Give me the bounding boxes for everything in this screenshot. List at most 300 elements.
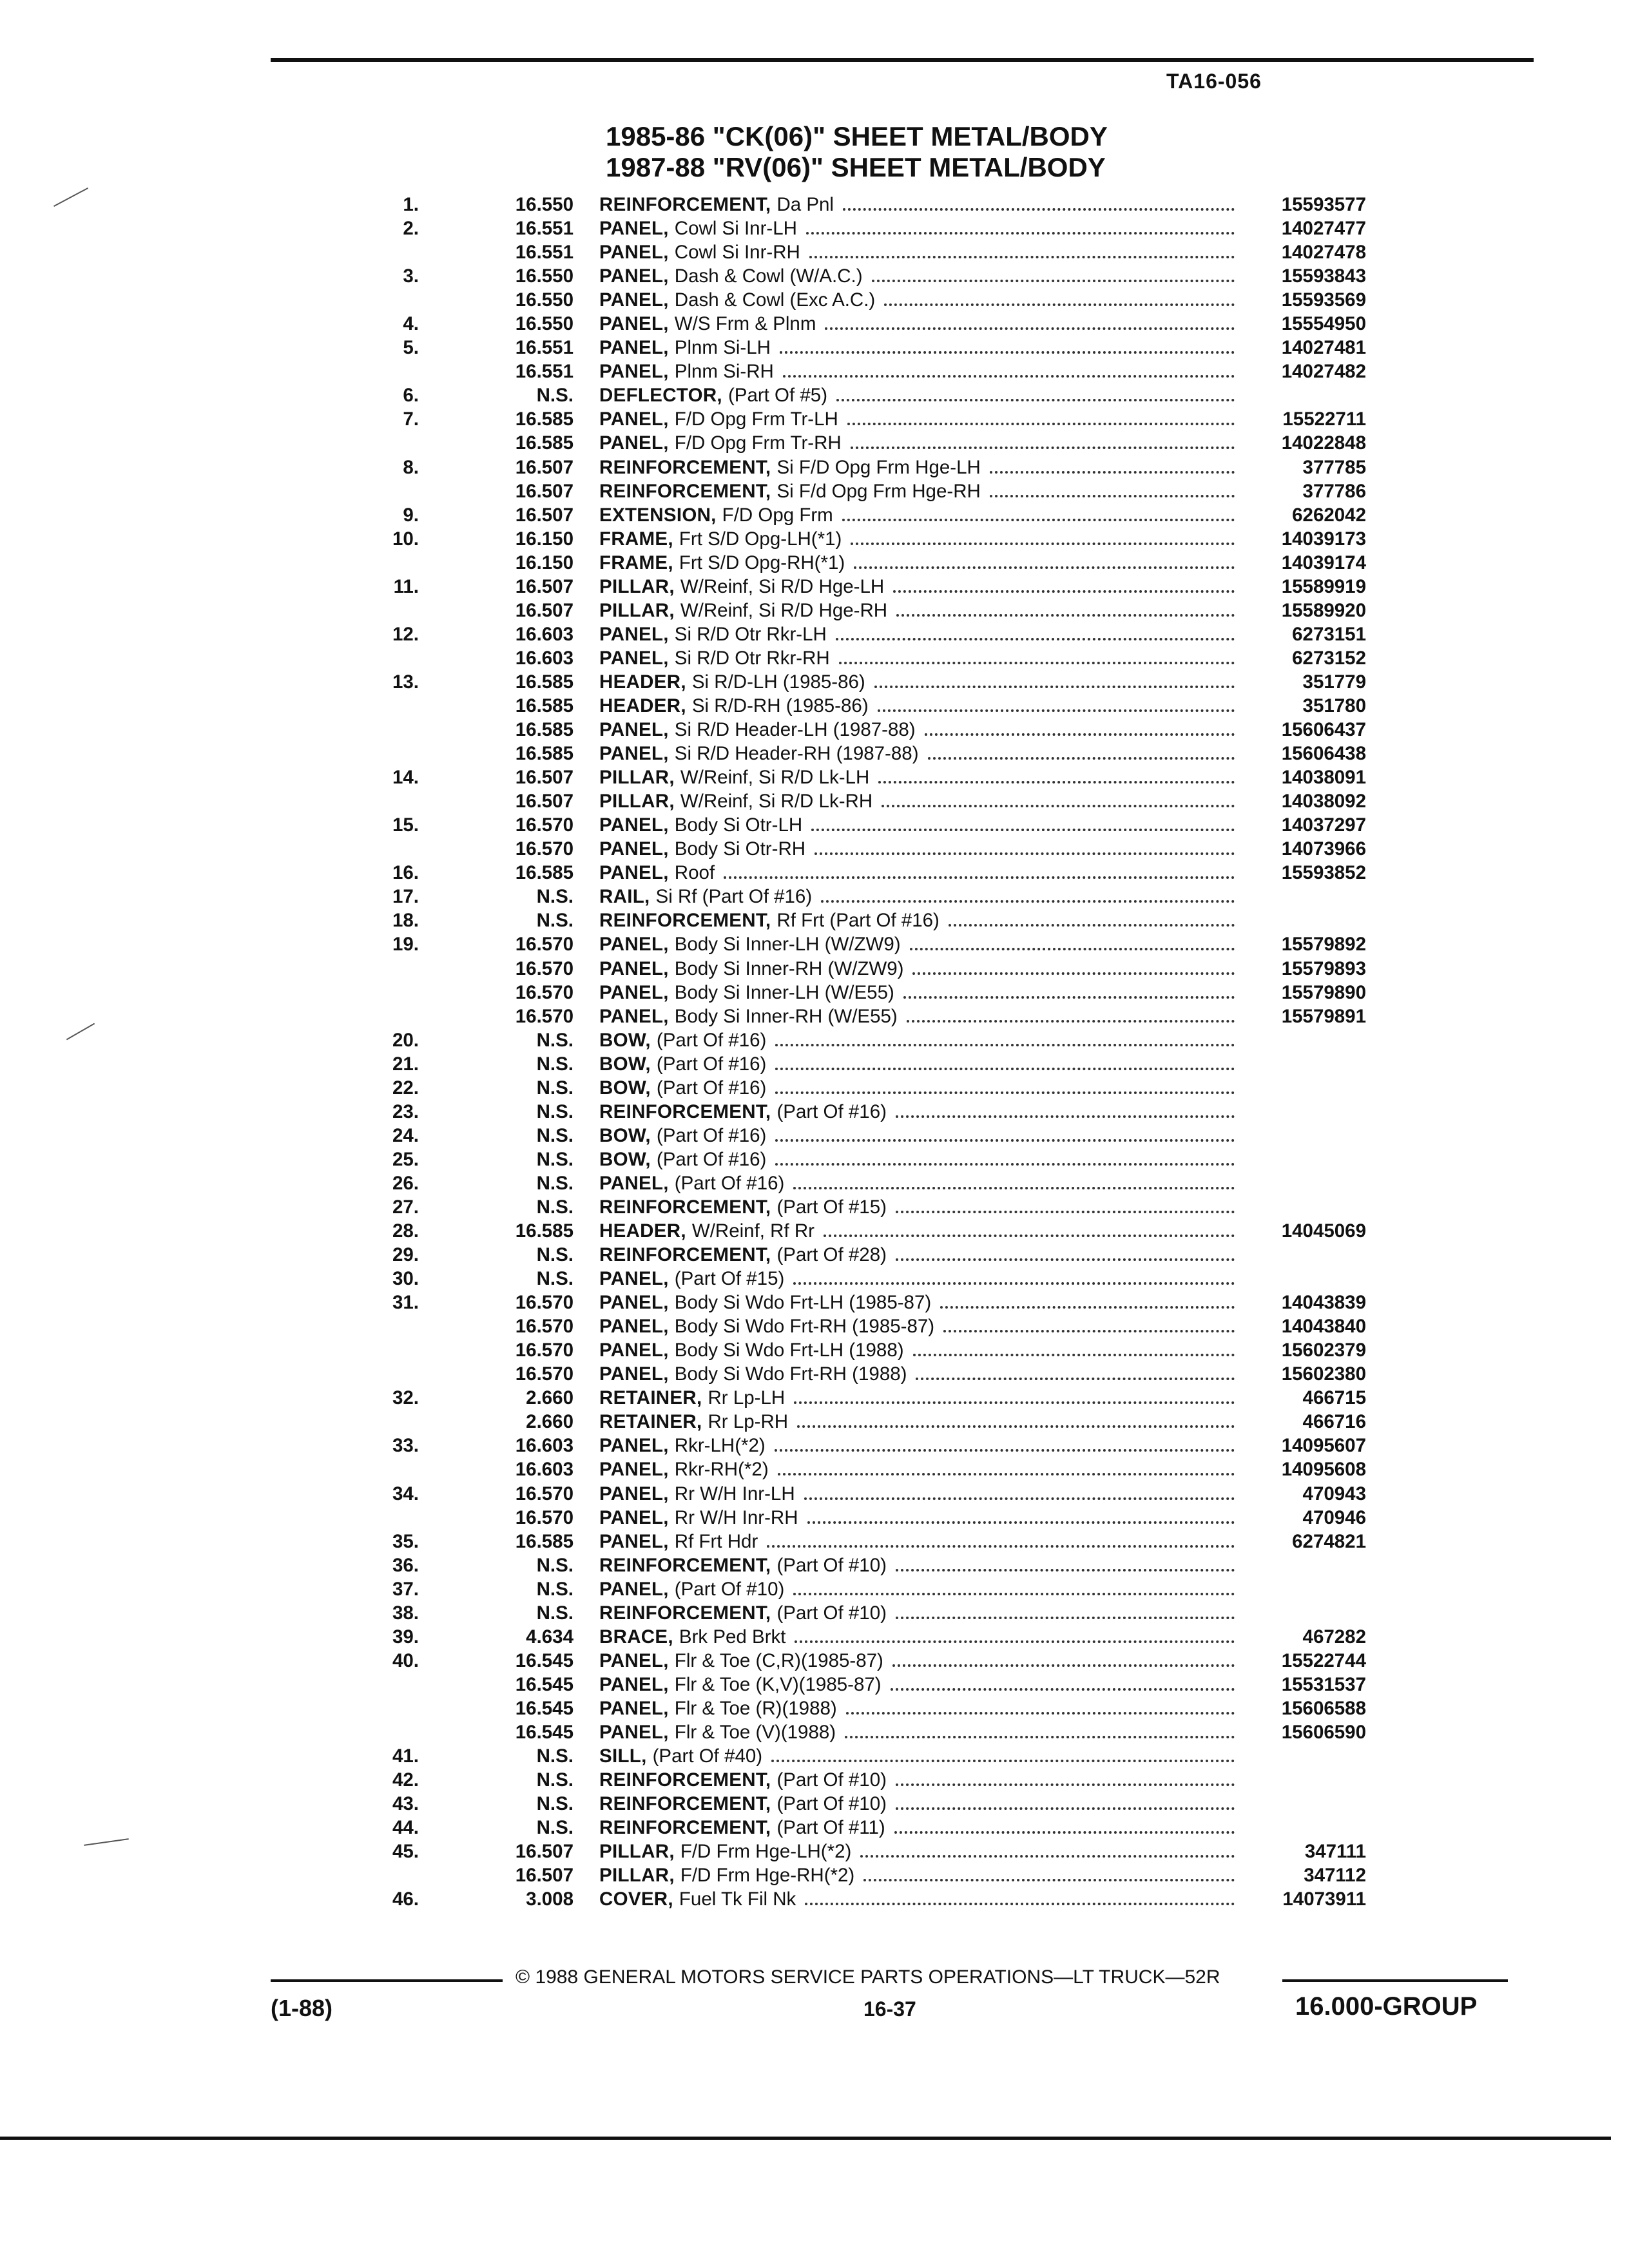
part-detail: W/Reinf, Si R/D Hge-RH	[680, 599, 888, 621]
item-number: 23.	[392, 1100, 419, 1122]
list-item	[361, 1170, 1392, 1194]
part-detail: Si Rf (Part Of #16)	[655, 886, 813, 908]
part-name: PANEL,	[599, 814, 669, 836]
part-name: RETAINER,	[599, 1411, 702, 1433]
group-number: N.S.	[536, 1172, 574, 1194]
dot-leader	[824, 1235, 1235, 1237]
part-name: PANEL,	[599, 432, 669, 454]
part-number: 15606590	[1281, 1722, 1366, 1743]
part-number: 14073966	[1281, 838, 1366, 860]
part-detail: (Part Of #10)	[776, 1554, 887, 1576]
part-number: 14043840	[1281, 1316, 1366, 1338]
part-description	[599, 1602, 1244, 1624]
dot-leader	[896, 1258, 1235, 1261]
part-detail: (Part Of #28)	[776, 1244, 887, 1266]
list-item	[361, 1099, 1392, 1122]
part-number: 467282	[1302, 1626, 1366, 1648]
dot-leader	[896, 1807, 1235, 1810]
part-name: REINFORCEMENT,	[599, 910, 771, 932]
part-description	[599, 289, 1244, 311]
dot-leader	[896, 614, 1235, 617]
group-number: 16.585	[515, 432, 574, 454]
list-item	[361, 621, 1392, 645]
list-item	[361, 716, 1392, 740]
group-number: 16.570	[515, 1005, 574, 1027]
group-number: 16.507	[515, 767, 574, 789]
item-number: 11.	[393, 575, 419, 597]
list-item	[361, 1719, 1392, 1743]
part-detail: F/D Opg Frm	[722, 504, 833, 526]
group-number: 16.570	[515, 957, 574, 979]
part-description	[599, 695, 1244, 717]
dot-leader	[806, 232, 1235, 235]
part-description	[599, 1053, 1244, 1075]
part-name: PANEL,	[599, 1005, 669, 1027]
page-title-line-2: 1987-88 "RV(06)" SHEET METAL/BODY	[606, 152, 1106, 182]
part-number: 6273152	[1292, 647, 1366, 669]
dot-leader	[767, 1545, 1235, 1548]
list-item	[361, 311, 1392, 334]
part-detail: (Part Of #16)	[656, 1053, 767, 1075]
list-item	[361, 1481, 1392, 1504]
group-number: 16.550	[515, 265, 574, 287]
part-number: 14038091	[1281, 767, 1366, 789]
group-number: 16.570	[515, 934, 574, 956]
part-name: REINFORCEMENT,	[599, 456, 771, 478]
list-item	[361, 1003, 1392, 1027]
dot-leader	[896, 1211, 1235, 1213]
dot-leader	[896, 1617, 1235, 1619]
item-number: 19.	[392, 934, 419, 956]
group-number: N.S.	[536, 1124, 574, 1146]
group-number: 16.545	[515, 1673, 574, 1695]
part-description	[599, 1220, 1244, 1242]
item-number: 15.	[392, 814, 419, 836]
item-number: 20.	[392, 1029, 419, 1051]
page-title-line-1: 1985-86 "CK(06)" SHEET METAL/BODY	[606, 121, 1108, 151]
part-name: PANEL,	[599, 934, 669, 956]
list-item	[361, 669, 1392, 693]
list-item	[361, 478, 1392, 502]
dot-leader	[815, 852, 1235, 855]
part-description	[599, 1888, 1244, 1910]
part-detail: Dash & Cowl (Exc A.C.)	[674, 289, 876, 311]
part-detail: Cowl Si Inr-LH	[674, 218, 797, 240]
part-name: PANEL,	[599, 981, 669, 1003]
part-description	[599, 958, 1244, 980]
part-number: 15606437	[1281, 719, 1366, 741]
dot-leader	[896, 1115, 1235, 1118]
group-number: 16.507	[515, 504, 574, 526]
dot-leader	[949, 924, 1235, 927]
item-number: 46.	[392, 1888, 419, 1910]
dot-leader	[851, 543, 1235, 545]
part-number: 14022848	[1281, 432, 1366, 454]
dot-leader	[842, 519, 1235, 521]
part-description	[599, 337, 1244, 359]
group-number: 16.585	[515, 408, 574, 430]
part-name: PILLAR,	[599, 1865, 675, 1887]
group-number: 16.570	[515, 838, 574, 860]
list-item	[361, 1528, 1392, 1552]
dot-leader	[874, 686, 1235, 688]
part-name: PANEL,	[599, 862, 669, 884]
list-item	[361, 502, 1392, 526]
list-item	[361, 1838, 1392, 1862]
item-number: 36.	[392, 1554, 419, 1576]
part-number: 351779	[1302, 671, 1366, 693]
item-number: 17.	[392, 886, 419, 908]
part-number: 15522744	[1281, 1649, 1366, 1671]
part-number: 377786	[1302, 480, 1366, 502]
dot-leader	[912, 972, 1235, 975]
part-name: BOW,	[599, 1053, 651, 1075]
part-detail: Frt S/D Opg-LH(*1)	[679, 528, 842, 550]
part-name: PANEL,	[599, 1363, 669, 1385]
part-number: 15522711	[1282, 408, 1366, 430]
part-number: 15606588	[1281, 1697, 1366, 1719]
part-detail: F/D Opg Frm Tr-RH	[674, 432, 842, 454]
dot-leader	[846, 1712, 1235, 1715]
part-detail: (Part Of #16)	[656, 1148, 767, 1170]
group-number: 16.585	[515, 671, 574, 693]
part-description	[599, 218, 1244, 240]
dot-leader	[910, 948, 1235, 950]
part-detail: Si R/D Header-LH (1987-88)	[674, 719, 916, 741]
list-item	[361, 1122, 1392, 1146]
part-name: PANEL,	[599, 408, 669, 430]
dot-leader	[809, 256, 1235, 258]
part-detail: Body Si Wdo Frt-RH (1985-87)	[674, 1316, 935, 1338]
part-description	[599, 1483, 1244, 1505]
part-name: PANEL,	[599, 1649, 669, 1671]
group-number: 16.585	[515, 1220, 574, 1242]
list-item	[361, 263, 1392, 287]
dot-leader	[783, 375, 1235, 378]
group-number: 16.507	[515, 575, 574, 597]
parts-list	[361, 191, 1392, 1910]
part-number: 347111	[1304, 1841, 1366, 1863]
part-detail: Fuel Tk Fil Nk	[679, 1888, 796, 1910]
list-item	[361, 382, 1392, 406]
item-number: 14.	[392, 767, 419, 789]
part-detail: Si R/D Header-RH (1987-88)	[674, 743, 919, 765]
part-number: 14037297	[1281, 814, 1366, 836]
list-item	[361, 406, 1392, 430]
margin-mark	[84, 1838, 129, 1846]
dot-leader	[836, 638, 1235, 640]
part-number: 14043839	[1281, 1292, 1366, 1314]
part-description	[599, 361, 1244, 383]
dot-leader	[836, 399, 1235, 401]
part-detail: Rkr-LH(*2)	[674, 1435, 766, 1457]
item-number: 31.	[392, 1292, 419, 1314]
part-detail: (Part Of #16)	[776, 1100, 887, 1122]
dot-leader	[811, 829, 1235, 831]
list-item	[361, 597, 1392, 621]
part-description	[599, 1363, 1244, 1385]
group-number: 16.603	[515, 1435, 574, 1457]
group-number: 16.507	[515, 791, 574, 812]
part-number: 14027478	[1281, 242, 1366, 264]
part-detail: Plnm Si-RH	[674, 361, 774, 383]
group-number: 3.008	[526, 1888, 574, 1910]
dot-leader	[793, 1593, 1235, 1595]
part-detail: (Part Of #15)	[776, 1196, 887, 1218]
part-name: PANEL,	[599, 1340, 669, 1361]
list-item	[361, 454, 1392, 478]
list-item	[361, 215, 1392, 239]
part-name: PANEL,	[599, 1435, 669, 1457]
list-item	[361, 1289, 1392, 1313]
group-number: 2.660	[526, 1411, 574, 1433]
part-number: 14039173	[1281, 528, 1366, 550]
dot-leader	[863, 1879, 1235, 1881]
part-name: PANEL,	[599, 719, 669, 741]
part-name: PANEL,	[599, 623, 669, 645]
group-number: 16.545	[515, 1722, 574, 1743]
group-number: 16.551	[515, 361, 574, 383]
item-number: 8.	[403, 456, 419, 478]
group-number: 16.585	[515, 695, 574, 716]
dot-leader	[907, 1020, 1235, 1023]
item-number: 28.	[392, 1220, 419, 1242]
dot-leader	[805, 1903, 1235, 1905]
list-item	[361, 956, 1392, 979]
part-detail: Flr & Toe (V)(1988)	[674, 1722, 836, 1743]
dot-leader	[795, 1640, 1235, 1643]
list-item	[361, 1791, 1392, 1814]
part-description	[599, 313, 1244, 335]
group-number: N.S.	[536, 1793, 574, 1815]
part-detail: Body Si Wdo Frt-RH (1988)	[674, 1363, 907, 1385]
group-number: N.S.	[536, 1602, 574, 1624]
group-number: 16.551	[515, 337, 574, 359]
list-item	[361, 1862, 1392, 1886]
dot-leader	[775, 1068, 1235, 1070]
item-number: 40.	[392, 1649, 419, 1671]
dot-leader	[793, 1282, 1235, 1285]
group-number: 16.585	[515, 1530, 574, 1552]
group-number: 16.570	[515, 1316, 574, 1338]
group-number: 16.585	[515, 719, 574, 741]
part-number: 15554950	[1281, 313, 1366, 335]
part-detail: (Part Of #15)	[674, 1268, 785, 1290]
item-number: 18.	[392, 910, 419, 932]
part-description	[599, 1793, 1244, 1815]
item-number: 33.	[392, 1435, 419, 1457]
part-description	[599, 1650, 1244, 1672]
part-description	[599, 1077, 1244, 1099]
part-name: PANEL,	[599, 957, 669, 979]
part-number: 14027482	[1281, 361, 1366, 383]
part-number: 14095608	[1281, 1459, 1366, 1481]
dot-leader	[860, 1855, 1235, 1858]
part-detail: Brk Ped Brkt	[679, 1626, 786, 1648]
dot-leader	[778, 1473, 1235, 1475]
part-name: PANEL,	[599, 242, 669, 264]
part-description	[599, 1125, 1244, 1147]
group-number: 16.150	[515, 552, 574, 573]
part-number: 14027477	[1281, 218, 1366, 240]
list-item	[361, 430, 1392, 454]
part-name: FRAME,	[599, 528, 673, 550]
list-item	[361, 1051, 1392, 1075]
part-description	[599, 265, 1244, 287]
group-number: 16.551	[515, 218, 574, 240]
list-item	[361, 191, 1392, 215]
group-number: N.S.	[536, 1745, 574, 1767]
list-item	[361, 1671, 1392, 1695]
list-item	[361, 1361, 1392, 1385]
part-detail: Rr Lp-LH	[708, 1387, 786, 1409]
part-name: HEADER,	[599, 1220, 686, 1242]
list-item	[361, 1242, 1392, 1265]
part-name: PANEL,	[599, 1578, 669, 1600]
list-item	[361, 1743, 1392, 1767]
dot-leader	[916, 1378, 1235, 1380]
part-name: PANEL,	[599, 1172, 669, 1194]
item-number: 5.	[403, 337, 419, 359]
list-item	[361, 907, 1392, 931]
item-number: 2.	[403, 218, 419, 240]
dot-leader	[845, 1736, 1235, 1738]
item-number: 29.	[392, 1244, 419, 1266]
item-number: 13.	[392, 671, 419, 693]
part-name: PANEL,	[599, 361, 669, 383]
part-detail: Body Si Inner-RH (W/E55)	[674, 1005, 898, 1027]
dot-leader	[894, 1831, 1235, 1834]
part-number: 14045069	[1281, 1220, 1366, 1242]
part-detail: Flr & Toe (K,V)(1985-87)	[674, 1673, 882, 1695]
group-number: 16.570	[515, 1340, 574, 1361]
part-detail: Plnm Si-LH	[674, 337, 771, 359]
group-number: 16.603	[515, 1459, 574, 1481]
part-number: 14038092	[1281, 791, 1366, 812]
dot-leader	[878, 709, 1235, 712]
item-number: 6.	[403, 385, 419, 407]
part-detail: (Part Of #11)	[776, 1817, 885, 1839]
list-item	[361, 931, 1392, 955]
part-name: BRACE,	[599, 1626, 673, 1648]
part-detail: Roof	[674, 862, 715, 884]
list-item	[361, 287, 1392, 311]
part-detail: (Part Of #10)	[776, 1769, 887, 1791]
dot-leader	[896, 1569, 1235, 1571]
group-number: 16.551	[515, 242, 574, 264]
part-name: PANEL,	[599, 743, 669, 765]
item-number: 38.	[392, 1602, 419, 1624]
list-item	[361, 573, 1392, 597]
part-description	[599, 1030, 1244, 1052]
group-number: 16.550	[515, 194, 574, 215]
part-name: PILLAR,	[599, 767, 675, 789]
part-description	[599, 1340, 1244, 1361]
dot-leader	[884, 303, 1235, 306]
part-detail: Body Si Inner-LH (W/ZW9)	[674, 934, 901, 956]
dot-leader	[775, 1163, 1235, 1166]
part-number: 15602380	[1281, 1363, 1366, 1385]
list-item	[361, 645, 1392, 669]
part-description	[599, 814, 1244, 836]
part-detail: Rf Frt Hdr	[674, 1530, 758, 1552]
part-name: PILLAR,	[599, 1841, 675, 1863]
part-description	[599, 481, 1244, 503]
part-detail: F/D Opg Frm Tr-LH	[674, 408, 838, 430]
part-description	[599, 910, 1244, 932]
item-number: 30.	[392, 1268, 419, 1290]
part-number: 470946	[1302, 1506, 1366, 1528]
list-item	[361, 550, 1392, 573]
part-detail: Si R/D-LH (1985-86)	[691, 671, 865, 693]
part-detail: (Part Of #16)	[656, 1124, 767, 1146]
dot-leader	[891, 1688, 1235, 1691]
list-item	[361, 1576, 1392, 1600]
dot-leader	[847, 423, 1235, 425]
group-number: N.S.	[536, 1053, 574, 1075]
list-item	[361, 1624, 1392, 1648]
list-item	[361, 788, 1392, 812]
group-number: N.S.	[536, 1244, 574, 1266]
part-name: PILLAR,	[599, 791, 675, 812]
part-description	[599, 1149, 1244, 1171]
part-description	[599, 719, 1244, 741]
group-number: N.S.	[536, 886, 574, 908]
footer-group: 16.000-GROUP	[1295, 1992, 1478, 2021]
list-item	[361, 1218, 1392, 1242]
list-item	[361, 1456, 1392, 1480]
group-number: 16.507	[515, 456, 574, 478]
part-description	[599, 1531, 1244, 1553]
group-number: N.S.	[536, 1578, 574, 1600]
part-description	[599, 1244, 1244, 1266]
part-name: PANEL,	[599, 337, 669, 359]
part-name: REINFORCEMENT,	[599, 1100, 771, 1122]
part-detail: W/Reinf, Si R/D Lk-LH	[680, 767, 870, 789]
part-number: 15593577	[1281, 194, 1366, 215]
part-detail: Body Si Wdo Frt-LH (1985-87)	[674, 1292, 932, 1314]
dot-leader	[775, 1449, 1235, 1452]
group-number: 16.507	[515, 480, 574, 502]
part-detail: (Part Of #10)	[776, 1602, 887, 1624]
list-item	[361, 1814, 1392, 1838]
list-item	[361, 1432, 1392, 1456]
list-item	[361, 526, 1392, 550]
list-item	[361, 1695, 1392, 1719]
part-name: PANEL,	[599, 1268, 669, 1290]
footer-copyright: © 1988 GENERAL MOTORS SERVICE PARTS OPERATIONS—LT TRUCK—52R	[516, 1966, 1220, 1988]
part-name: SILL,	[599, 1745, 647, 1767]
part-description	[599, 408, 1244, 430]
part-detail: W/Reinf, Si R/D Lk-RH	[680, 791, 873, 812]
part-description	[599, 624, 1244, 646]
part-name: HEADER,	[599, 695, 686, 716]
part-detail: Dash & Cowl (W/A.C.)	[674, 265, 863, 287]
item-number: 9.	[403, 504, 419, 526]
margin-mark	[66, 1023, 95, 1041]
group-number: 16.150	[515, 528, 574, 550]
list-item	[361, 1552, 1392, 1576]
item-number: 32.	[392, 1387, 419, 1409]
part-name: PANEL,	[599, 1459, 669, 1481]
part-description	[599, 982, 1244, 1004]
part-name: PANEL,	[599, 313, 669, 335]
list-item	[361, 334, 1392, 358]
part-name: COVER,	[599, 1888, 673, 1910]
item-number: 4.	[403, 313, 419, 335]
page-id: TA16-056	[1166, 70, 1262, 93]
part-number: 14095607	[1281, 1435, 1366, 1457]
